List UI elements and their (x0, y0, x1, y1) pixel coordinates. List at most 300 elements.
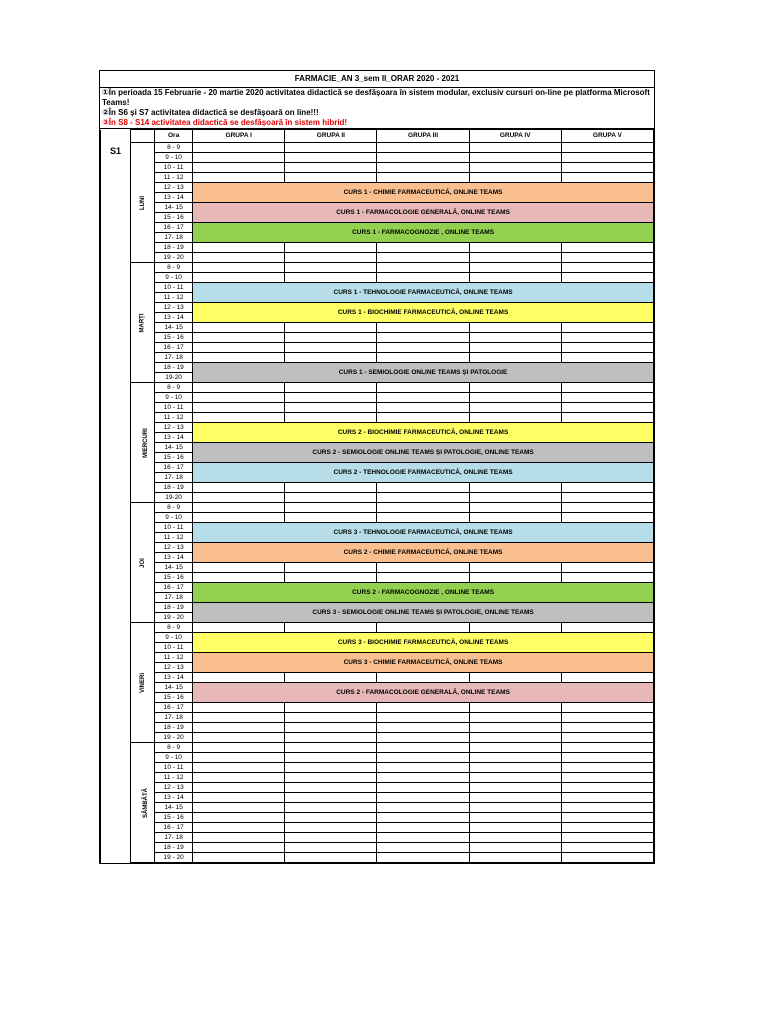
schedule-cell (469, 173, 561, 183)
hour-cell: 19 - 20 (155, 613, 193, 623)
course-block: CURS 2 - TEHNOLOGIE FARMACEUTICĂ, ONLINE TEAMS (193, 463, 654, 483)
schedule-cell (377, 483, 469, 493)
schedule-cell (193, 383, 285, 393)
schedule-cell (469, 773, 561, 783)
schedule-cell (561, 383, 653, 393)
schedule-cell (285, 673, 377, 683)
day-name: SÂMBĂTĂ (143, 787, 150, 818)
hour-row (101, 573, 654, 583)
schedule-cell (469, 333, 561, 343)
hour-row (101, 163, 654, 173)
schedule-table (100, 129, 654, 863)
hour-cell: 10 - 11 (155, 643, 193, 653)
schedule-cell (469, 243, 561, 253)
schedule-cell (285, 493, 377, 503)
schedule-cell (469, 153, 561, 163)
hour-row (101, 723, 654, 733)
schedule-cell (469, 763, 561, 773)
hour-row (101, 183, 654, 193)
schedule-cell (377, 493, 469, 503)
schedule-cell (377, 703, 469, 713)
timetable-sheet (99, 70, 655, 864)
schedule-cell (377, 163, 469, 173)
schedule-cell (469, 853, 561, 863)
course-block: CURS 1 - CHIMIE FARMACEUTICĂ, ONLINE TEAMS (193, 183, 654, 203)
schedule-cell (285, 813, 377, 823)
schedule-cell (469, 493, 561, 503)
schedule-cell (561, 323, 653, 333)
schedule-cell (193, 163, 285, 173)
schedule-cell (285, 563, 377, 573)
schedule-cell (377, 713, 469, 723)
schedule-cell (193, 493, 285, 503)
schedule-cell (469, 833, 561, 843)
hour-cell: 13 - 14 (155, 553, 193, 563)
course-block: CURS 1 - FARMACOLOGIE GENERALĂ, ONLINE TEAMS (193, 203, 654, 223)
schedule-cell (285, 403, 377, 413)
schedule-cell (285, 803, 377, 813)
schedule-cell (469, 273, 561, 283)
hour-cell: 11 - 12 (155, 413, 193, 423)
schedule-cell (469, 393, 561, 403)
schedule-cell (193, 783, 285, 793)
schedule-cell (469, 703, 561, 713)
hour-row (101, 253, 654, 263)
schedule-cell (193, 673, 285, 683)
schedule-cell (193, 513, 285, 523)
hour-cell: 19-20 (155, 493, 193, 503)
schedule-cell (377, 773, 469, 783)
hour-cell: 11 - 12 (155, 173, 193, 183)
hour-row (101, 353, 654, 363)
course-block: CURS 3 - BIOCHIMIE FARMACEUTICĂ, ONLINE TEAMS (193, 633, 654, 653)
schedule-cell (561, 153, 653, 163)
hour-cell: 19 - 20 (155, 253, 193, 263)
schedule-cell (469, 733, 561, 743)
group-header: GRUPA IV (469, 130, 561, 143)
schedule-cell (561, 503, 653, 513)
schedule-cell (561, 173, 653, 183)
hour-row (101, 843, 654, 853)
hour-row (101, 603, 654, 613)
hour-row (101, 653, 654, 663)
group-header: GRUPA V (561, 130, 653, 143)
schedule-cell (193, 333, 285, 343)
course-block: CURS 2 - SEMIOLOGIE ONLINE TEAMS ȘI PATOLOGIE, ONLINE TEAMS (193, 443, 654, 463)
hour-row (101, 393, 654, 403)
schedule-cell (193, 153, 285, 163)
schedule-cell (285, 853, 377, 863)
hour-cell: 8 - 9 (155, 143, 193, 153)
schedule-cell (561, 733, 653, 743)
hour-cell: 8 - 9 (155, 263, 193, 273)
hour-cell: 11 - 12 (155, 773, 193, 783)
schedule-cell (377, 173, 469, 183)
hour-cell: 17- 18 (155, 233, 193, 243)
hour-row (101, 823, 654, 833)
schedule-cell (561, 413, 653, 423)
hour-row (101, 623, 654, 633)
hour-row (101, 803, 654, 813)
schedule-cell (193, 623, 285, 633)
course-block: CURS 2 - CHIMIE FARMACEUTICĂ, ONLINE TEAMS (193, 543, 654, 563)
hour-row (101, 633, 654, 643)
schedule-cell (285, 753, 377, 763)
hour-row (101, 273, 654, 283)
hour-cell: 9 - 10 (155, 513, 193, 523)
hour-cell: 14- 15 (155, 803, 193, 813)
schedule-cell (193, 413, 285, 423)
hour-cell: 15 - 16 (155, 813, 193, 823)
hour-row (101, 333, 654, 343)
schedule-cell (561, 823, 653, 833)
schedule-cell (285, 733, 377, 743)
group-header: GRUPA I (193, 130, 285, 143)
schedule-cell (377, 243, 469, 253)
schedule-cell (469, 803, 561, 813)
schedule-cell (561, 343, 653, 353)
day-name: MARȚI (139, 313, 146, 332)
schedule-cell (193, 563, 285, 573)
schedule-cell (561, 163, 653, 173)
hour-row (101, 753, 654, 763)
schedule-cell (377, 333, 469, 343)
hour-row (101, 813, 654, 823)
hour-cell: 11 - 12 (155, 293, 193, 303)
schedule-cell (193, 803, 285, 813)
hour-cell: 8 - 9 (155, 623, 193, 633)
schedule-cell (193, 343, 285, 353)
schedule-cell (193, 143, 285, 153)
hour-row (101, 523, 654, 533)
hour-row (101, 513, 654, 523)
hour-row (101, 763, 654, 773)
schedule-cell (285, 153, 377, 163)
hour-row (101, 493, 654, 503)
schedule-cell (193, 773, 285, 783)
schedule-cell (377, 793, 469, 803)
schedule-cell (285, 783, 377, 793)
schedule-cell (561, 263, 653, 273)
schedule-cell (561, 243, 653, 253)
schedule-cell (561, 563, 653, 573)
schedule-cell (285, 413, 377, 423)
course-block: CURS 3 - CHIMIE FARMACEUTICĂ, ONLINE TEAMS (193, 653, 654, 673)
schedule-cell (561, 273, 653, 283)
schedule-cell (469, 783, 561, 793)
hour-cell: 19-20 (155, 373, 193, 383)
schedule-cell (193, 573, 285, 583)
hour-row (101, 583, 654, 593)
hour-cell: 18 - 19 (155, 363, 193, 373)
day-column-header (131, 130, 155, 143)
schedule-cell (469, 323, 561, 333)
schedule-cell (193, 273, 285, 283)
hour-row (101, 673, 654, 683)
schedule-cell (285, 333, 377, 343)
schedule-cell (285, 793, 377, 803)
hour-row (101, 383, 654, 393)
schedule-cell (285, 503, 377, 513)
schedule-cell (377, 753, 469, 763)
schedule-cell (285, 823, 377, 833)
hour-cell: 15 - 16 (155, 573, 193, 583)
group-header: GRUPA II (285, 130, 377, 143)
schedule-cell (377, 783, 469, 793)
hour-row (101, 783, 654, 793)
hour-cell: 16 - 17 (155, 823, 193, 833)
hour-cell: 19 - 20 (155, 733, 193, 743)
schedule-cell (561, 813, 653, 823)
schedule-cell (193, 843, 285, 853)
schedule-cell (377, 723, 469, 733)
hour-cell: 17- 18 (155, 353, 193, 363)
schedule-cell (561, 783, 653, 793)
day-label (131, 503, 155, 623)
day-label (131, 743, 155, 863)
hour-cell: 12 - 13 (155, 543, 193, 553)
hour-cell: 16 - 17 (155, 463, 193, 473)
hour-row (101, 403, 654, 413)
hour-cell: 14- 15 (155, 203, 193, 213)
hour-cell: 16 - 17 (155, 343, 193, 353)
schedule-cell (285, 343, 377, 353)
schedule-cell (285, 703, 377, 713)
schedule-cell (561, 843, 653, 853)
schedule-cell (193, 733, 285, 743)
hour-row (101, 483, 654, 493)
schedule-cell (469, 813, 561, 823)
hour-cell: 12 - 13 (155, 183, 193, 193)
course-block: CURS 2 - BIOCHIMIE FARMACEUTICĂ, ONLINE TEAMS (193, 423, 654, 443)
sheet-title: FARMACIE_AN 3_sem II_ORAR 2020 - 2021 (100, 71, 654, 88)
course-block: CURS 3 - TEHNOLOGIE FARMACEUTICĂ, ONLINE TEAMS (193, 523, 654, 543)
hour-row (101, 543, 654, 553)
schedule-cell (561, 853, 653, 863)
schedule-cell (561, 493, 653, 503)
schedule-cell (469, 743, 561, 753)
hour-cell: 18 - 19 (155, 243, 193, 253)
schedule-cell (285, 383, 377, 393)
hour-row (101, 703, 654, 713)
schedule-cell (285, 513, 377, 523)
schedule-cell (193, 393, 285, 403)
day-label (131, 383, 155, 503)
hour-cell: 15 - 16 (155, 693, 193, 703)
schedule-cell (285, 323, 377, 333)
note-1: ①În perioada 15 Februarie - 20 martie 2020 activitatea didactică se desfășoara în sistem modular, exclusiv cursuri on-line pe platforma Microsoft Teams! (102, 88, 650, 107)
hour-cell: 13 - 14 (155, 313, 193, 323)
schedule-cell (561, 573, 653, 583)
schedule-cell (469, 753, 561, 763)
schedule-cell (561, 143, 653, 153)
schedule-cell (285, 243, 377, 253)
hour-cell: 18 - 19 (155, 723, 193, 733)
schedule-cell (469, 403, 561, 413)
schedule-cell (193, 503, 285, 513)
schedule-cell (377, 273, 469, 283)
hour-cell: 15 - 16 (155, 333, 193, 343)
hour-cell: 9 - 10 (155, 753, 193, 763)
hour-cell: 12 - 13 (155, 783, 193, 793)
schedule-cell (193, 763, 285, 773)
hour-cell: 17- 18 (155, 593, 193, 603)
hour-column-header: Ora (155, 130, 193, 143)
hour-row (101, 733, 654, 743)
schedule-cell (285, 173, 377, 183)
hour-cell: 17- 18 (155, 833, 193, 843)
hour-cell: 8 - 9 (155, 383, 193, 393)
schedule-cell (561, 833, 653, 843)
schedule-cell (193, 323, 285, 333)
hour-cell: 18 - 19 (155, 483, 193, 493)
schedule-cell (561, 803, 653, 813)
hour-cell: 10 - 11 (155, 523, 193, 533)
hour-cell: 13 - 14 (155, 793, 193, 803)
schedule-cell (469, 623, 561, 633)
schedule-cell (469, 503, 561, 513)
hour-row (101, 143, 654, 153)
schedule-cell (469, 413, 561, 423)
schedule-cell (561, 793, 653, 803)
schedule-cell (469, 823, 561, 833)
hour-row (101, 563, 654, 573)
hour-cell: 10 - 11 (155, 403, 193, 413)
hour-cell: 15 - 16 (155, 453, 193, 463)
hour-row (101, 243, 654, 253)
hour-row (101, 263, 654, 273)
schedule-cell (193, 753, 285, 763)
course-block: CURS 1 - SEMIOLOGIE ONLINE TEAMS ȘI PATOLOGIE (193, 363, 654, 383)
schedule-cell (377, 323, 469, 333)
hour-row (101, 283, 654, 293)
schedule-cell (377, 503, 469, 513)
schedule-cell (285, 393, 377, 403)
hour-row (101, 173, 654, 183)
hour-cell: 12 - 13 (155, 423, 193, 433)
hour-cell: 10 - 11 (155, 763, 193, 773)
schedule-cell (285, 483, 377, 493)
schedule-cell (377, 623, 469, 633)
schedule-cell (193, 253, 285, 263)
schedule-cell (377, 353, 469, 363)
hour-row (101, 323, 654, 333)
hour-row (101, 503, 654, 513)
schedule-cell (561, 623, 653, 633)
schedule-cell (193, 823, 285, 833)
schedule-cell (377, 763, 469, 773)
hour-row (101, 793, 654, 803)
week-column-header (101, 130, 131, 143)
day-name: JOI (139, 557, 146, 568)
schedule-cell (377, 823, 469, 833)
schedule-cell (469, 253, 561, 263)
schedule-cell (377, 143, 469, 153)
schedule-cell (469, 563, 561, 573)
schedule-cell (469, 353, 561, 363)
schedule-cell (285, 833, 377, 843)
schedule-cell (285, 713, 377, 723)
schedule-cell (377, 513, 469, 523)
course-block: CURS 1 - TEHNOLOGIE FARMACEUTICĂ, ONLINE TEAMS (193, 283, 654, 303)
schedule-cell (193, 353, 285, 363)
schedule-cell (377, 343, 469, 353)
hour-cell: 13 - 14 (155, 673, 193, 683)
schedule-cell (469, 143, 561, 153)
note-2: ②În S6 și S7 activitatea didactică se desfășoară on line!!! (102, 108, 319, 117)
hour-cell: 9 - 10 (155, 273, 193, 283)
day-name: LUNI (139, 195, 146, 210)
schedule-cell (285, 143, 377, 153)
schedule-cell (285, 623, 377, 633)
day-label (131, 263, 155, 383)
schedule-cell (377, 743, 469, 753)
schedule-cell (561, 763, 653, 773)
day-name: MIERCURI (142, 427, 149, 458)
hour-cell: 19 - 20 (155, 853, 193, 863)
schedule-cell (469, 383, 561, 393)
hour-cell: 8 - 9 (155, 743, 193, 753)
hour-cell: 11 - 12 (155, 533, 193, 543)
schedule-cell (285, 743, 377, 753)
schedule-cell (561, 713, 653, 723)
hour-row (101, 743, 654, 753)
schedule-cell (561, 703, 653, 713)
schedule-cell (285, 353, 377, 363)
schedule-cell (193, 263, 285, 273)
hour-cell: 18 - 19 (155, 603, 193, 613)
schedule-cell (193, 403, 285, 413)
schedule-cell (377, 833, 469, 843)
hour-cell: 17- 18 (155, 713, 193, 723)
schedule-cell (561, 403, 653, 413)
schedule-cell (561, 743, 653, 753)
hour-row (101, 683, 654, 693)
schedule-cell (193, 483, 285, 493)
schedule-cell (469, 673, 561, 683)
hour-row (101, 363, 654, 373)
hour-cell: 16 - 17 (155, 223, 193, 233)
course-block: CURS 1 - FARMACOGNOZIE , ONLINE TEAMS (193, 223, 654, 243)
schedule-cell (285, 773, 377, 783)
schedule-cell (377, 813, 469, 823)
hour-row (101, 853, 654, 863)
hour-cell: 16 - 17 (155, 703, 193, 713)
schedule-cell (193, 723, 285, 733)
group-header: GRUPA III (377, 130, 469, 143)
schedule-cell (561, 673, 653, 683)
schedule-cell (561, 483, 653, 493)
hour-cell: 18 - 19 (155, 843, 193, 853)
schedule-cell (377, 803, 469, 813)
schedule-cell (193, 173, 285, 183)
schedule-cell (285, 273, 377, 283)
hour-cell: 14- 15 (155, 683, 193, 693)
schedule-cell (377, 403, 469, 413)
schedule-cell (285, 723, 377, 733)
hour-cell: 17- 18 (155, 473, 193, 483)
schedule-cell (377, 253, 469, 263)
hour-row (101, 343, 654, 353)
schedule-cell (377, 153, 469, 163)
course-block: CURS 1 - BIOCHIMIE FARMACEUTICĂ, ONLINE TEAMS (193, 303, 654, 323)
schedule-cell (469, 263, 561, 273)
hour-cell: 14- 15 (155, 563, 193, 573)
schedule-cell (561, 723, 653, 733)
schedule-cell (377, 673, 469, 683)
hour-row (101, 423, 654, 433)
hour-cell: 13 - 14 (155, 193, 193, 203)
